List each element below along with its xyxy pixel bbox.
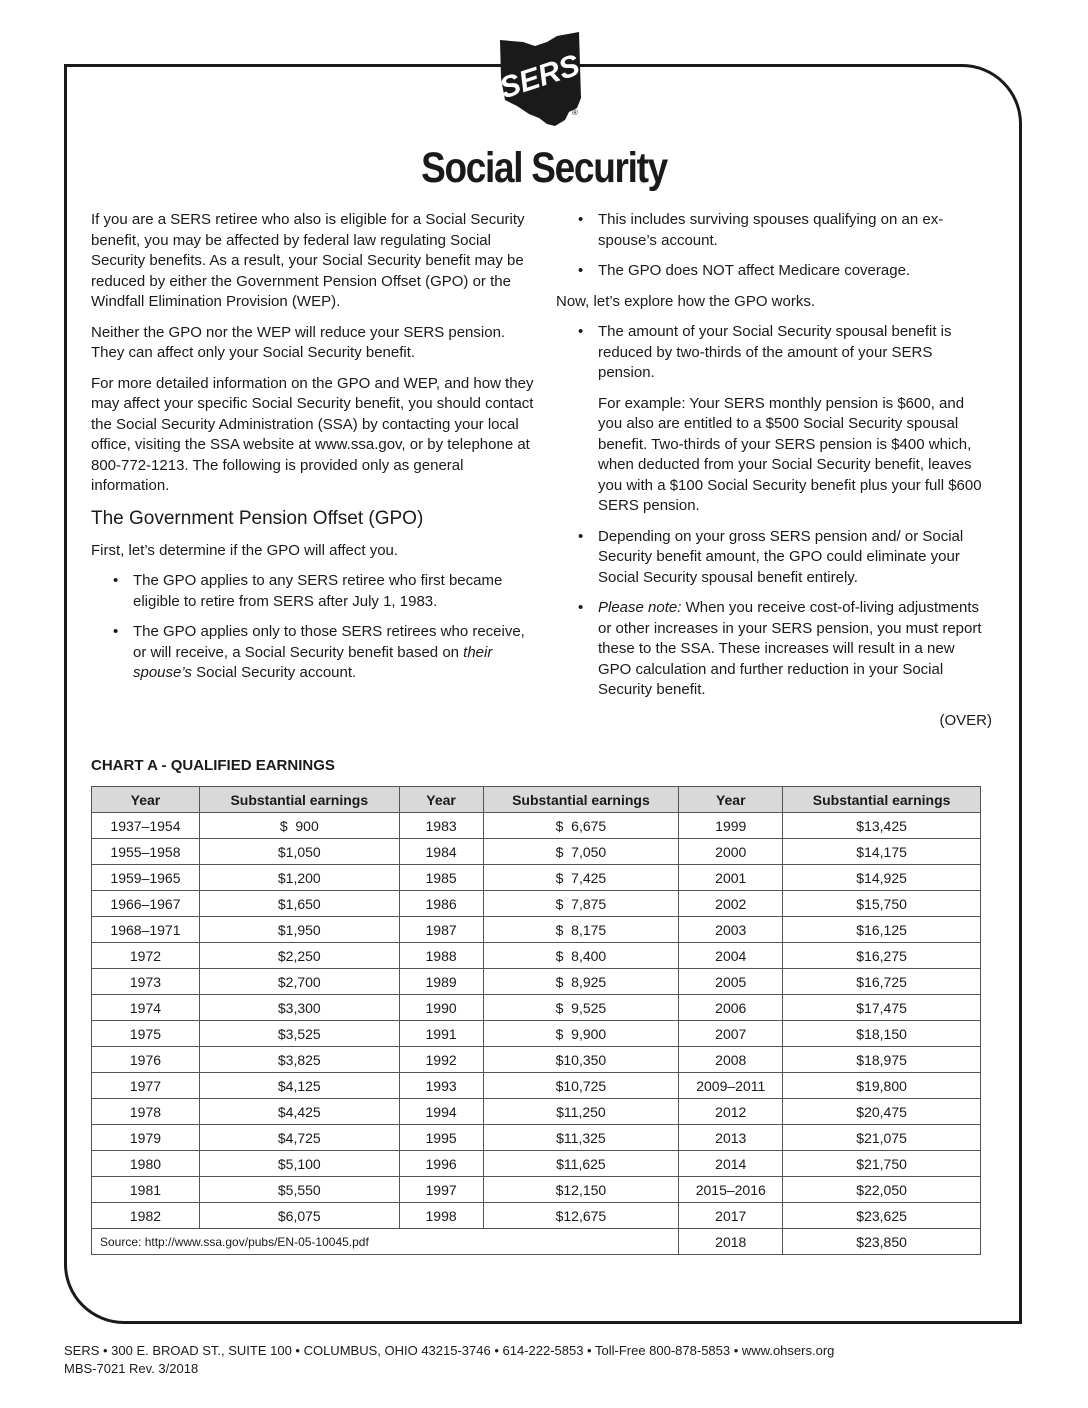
table-cell: 1986 — [399, 891, 483, 917]
table-cell: 2014 — [679, 1151, 783, 1177]
table-cell: $5,550 — [199, 1177, 399, 1203]
table-cell: $10,725 — [483, 1073, 679, 1099]
table-cell: 1959–1965 — [92, 865, 200, 891]
table-row — [92, 839, 981, 865]
table-cell: 1990 — [399, 995, 483, 1021]
table-cell: $22,050 — [783, 1177, 981, 1203]
table-cell: $2,700 — [199, 969, 399, 995]
table-cell: $3,300 — [199, 995, 399, 1021]
table-cell: $11,325 — [483, 1125, 679, 1151]
determine-paragraph: First, let’s determine if the GPO will affect you. — [91, 541, 399, 559]
left-column — [91, 210, 537, 694]
table-cell: 2008 — [679, 1047, 783, 1073]
table-row — [92, 969, 981, 995]
table-cell: $15,750 — [783, 891, 981, 917]
table-row — [92, 891, 981, 917]
table-cell: 1996 — [399, 1151, 483, 1177]
table-row — [92, 1073, 981, 1099]
table-cell: 1987 — [399, 917, 483, 943]
table-cell: $2,250 — [199, 943, 399, 969]
table-cell: 2001 — [679, 865, 783, 891]
table-cell: $10,350 — [483, 1047, 679, 1073]
table-cell: 2013 — [679, 1125, 783, 1151]
table-cell: $ 8,925 — [483, 969, 679, 995]
table-cell: 2017 — [679, 1203, 783, 1229]
more-info-paragraph: For more detailed information on the GPO and WEP, and how they may affect your specific Social Security benefit, you should contact the Social Security Administration (SSA) by contacting your local office, visiting the SSA website at www.ssa.gov, or by telephone at 800-772-1213. The following is provided only as general information. — [91, 374, 534, 494]
column-header: Substantial earnings — [483, 787, 679, 813]
list-item: • The GPO applies to any SERS retiree who first became eligible to retire from SERS after July 1, 1983. — [91, 571, 537, 612]
table-cell: $18,150 — [783, 1021, 981, 1047]
table-cell: 2018 — [679, 1229, 783, 1255]
chart-title: CHART A - QUALIFIED EARNINGS — [91, 757, 335, 774]
table-row — [92, 865, 981, 891]
table-cell: 1975 — [92, 1021, 200, 1047]
table-cell: 1968–1971 — [92, 917, 200, 943]
table-cell: 1972 — [92, 943, 200, 969]
list-item: • The GPO does NOT affect Medicare coverage. — [556, 261, 992, 282]
footer-address: SERS • 300 E. BROAD ST., SUITE 100 • COLUMBUS, OHIO 43215-3746 • 614-222-5853 • Toll-Free 800-878-5853 • www.ohsers.org — [64, 1343, 835, 1358]
column-header: Substantial earnings — [199, 787, 399, 813]
table-cell: $3,825 — [199, 1047, 399, 1073]
gpo-wep-paragraph: Neither the GPO nor the WEP will reduce your SERS pension. They can affect only your Social Security benefit. — [91, 323, 506, 361]
list-item: • Please note: When you receive cost-of-living adjustments or other increases in your SERS pension, you must report these to the SSA. These increases will result in a new GPO calculation and further reduction in your Social Security benefit. — [556, 598, 992, 701]
table-cell: $14,175 — [783, 839, 981, 865]
gpo-heading: The Government Pension Offset (GPO) — [91, 507, 424, 529]
table-cell: $14,925 — [783, 865, 981, 891]
list-item: • The amount of your Social Security spousal benefit is reduced by two-thirds of the amount of your SERS pension. — [556, 322, 992, 384]
table-cell: $12,675 — [483, 1203, 679, 1229]
table-cell: $ 7,425 — [483, 865, 679, 891]
table-cell: $ 900 — [199, 813, 399, 839]
table-cell: $16,125 — [783, 917, 981, 943]
table-body — [92, 813, 981, 1229]
source-note: Source: http://www.ssa.gov/pubs/EN-05-10045.pdf — [92, 1229, 679, 1255]
list-item: • The GPO applies only to those SERS retirees who receive, or will receive, a Social Security benefit based on their spouse’s Social Security account. — [91, 622, 537, 684]
table-cell: 1978 — [92, 1099, 200, 1125]
table-cell: 1977 — [92, 1073, 200, 1099]
table-cell: $12,150 — [483, 1177, 679, 1203]
table-cell: 2012 — [679, 1099, 783, 1125]
table-row — [92, 995, 981, 1021]
table-cell: 1980 — [92, 1151, 200, 1177]
table-cell: 1997 — [399, 1177, 483, 1203]
table-cell: $19,800 — [783, 1073, 981, 1099]
table-cell: $1,950 — [199, 917, 399, 943]
table-cell: 1998 — [399, 1203, 483, 1229]
table-row — [92, 1021, 981, 1047]
table-cell: 2002 — [679, 891, 783, 917]
table-cell: $17,475 — [783, 995, 981, 1021]
gpo-works-list — [556, 322, 992, 384]
table-row — [92, 1177, 981, 1203]
gpo-works-list-continued — [556, 527, 992, 701]
qualified-earnings-table — [91, 786, 981, 1255]
table-cell: 2009–2011 — [679, 1073, 783, 1099]
table-cell: 2004 — [679, 943, 783, 969]
table-cell: $5,100 — [199, 1151, 399, 1177]
table-cell: $11,250 — [483, 1099, 679, 1125]
table-cell: $6,075 — [199, 1203, 399, 1229]
table-cell: $21,075 — [783, 1125, 981, 1151]
table-cell: 1989 — [399, 969, 483, 995]
table-cell: $16,725 — [783, 969, 981, 995]
table-cell: 1979 — [92, 1125, 200, 1151]
table-cell: 1985 — [399, 865, 483, 891]
table-cell: 1973 — [92, 969, 200, 995]
table-row — [92, 1229, 981, 1255]
table-cell: $23,850 — [783, 1229, 981, 1255]
table-cell: 1995 — [399, 1125, 483, 1151]
table-cell: $18,975 — [783, 1047, 981, 1073]
table-cell: $1,650 — [199, 891, 399, 917]
over-label: (OVER) — [939, 711, 992, 729]
intro-paragraph: If you are a SERS retiree who also is eligible for a Social Security benefit, you may be affected by federal law regulating Social Security benefits. As a result, your Social Security benefit may be reduced by either the Government Pension Offset (GPO) or the Windfall Elimination Provision (WEP). — [91, 211, 525, 310]
right-column — [556, 210, 992, 741]
table-cell: 1955–1958 — [92, 839, 200, 865]
table-cell: 1999 — [679, 813, 783, 839]
table-cell: $3,525 — [199, 1021, 399, 1047]
table-cell: $16,275 — [783, 943, 981, 969]
table-cell: 2003 — [679, 917, 783, 943]
table-cell: 1992 — [399, 1047, 483, 1073]
table-cell: 1991 — [399, 1021, 483, 1047]
table-cell: 1981 — [92, 1177, 200, 1203]
table-cell: $ 7,050 — [483, 839, 679, 865]
column-header: Substantial earnings — [783, 787, 981, 813]
table-cell: $20,475 — [783, 1099, 981, 1125]
table-cell: $1,200 — [199, 865, 399, 891]
table-cell: $11,625 — [483, 1151, 679, 1177]
footer — [64, 1342, 1034, 1378]
spouse-list — [556, 210, 992, 282]
table-cell: $ 7,875 — [483, 891, 679, 917]
table-cell: 2007 — [679, 1021, 783, 1047]
table-cell: $4,125 — [199, 1073, 399, 1099]
table-cell: 1976 — [92, 1047, 200, 1073]
column-header: Year — [679, 787, 783, 813]
table-cell: $13,425 — [783, 813, 981, 839]
table-cell: $4,425 — [199, 1099, 399, 1125]
table-cell: 2005 — [679, 969, 783, 995]
table-cell: 1937–1954 — [92, 813, 200, 839]
list-item: • This includes surviving spouses qualifying on an ex-spouse’s account. — [556, 210, 992, 251]
column-header: Year — [399, 787, 483, 813]
example-paragraph: For example: Your SERS monthly pension is $600, and you also are entitled to a $500 Social Security spousal benefit. Two-thirds of your SERS pension is $400 which, when deducted from your Social Security benefit, leaves you with a $100 Social Security benefit plus your full $600 SERS pension. — [598, 394, 982, 514]
table-cell: 2000 — [679, 839, 783, 865]
table-header-row — [92, 787, 981, 813]
table-row — [92, 917, 981, 943]
table-cell: $ 9,525 — [483, 995, 679, 1021]
table-cell: $ 8,175 — [483, 917, 679, 943]
table-cell: 1994 — [399, 1099, 483, 1125]
registered-mark: ® — [572, 108, 578, 117]
list-item: • Depending on your gross SERS pension and/ or Social Security benefit amount, the GPO could eliminate your Social Security spousal benefit entirely. — [556, 527, 992, 589]
table-row — [92, 1047, 981, 1073]
table-cell: $ 6,675 — [483, 813, 679, 839]
explore-paragraph: Now, let’s explore how the GPO works. — [556, 292, 815, 310]
table-row — [92, 943, 981, 969]
table-cell: 2015–2016 — [679, 1177, 783, 1203]
table-cell: 2006 — [679, 995, 783, 1021]
table-cell: $ 9,900 — [483, 1021, 679, 1047]
table-row — [92, 1203, 981, 1229]
table-cell: 1993 — [399, 1073, 483, 1099]
table-cell: 1966–1967 — [92, 891, 200, 917]
page-title: Social Security — [421, 144, 667, 192]
gpo-applies-list — [91, 571, 537, 684]
footer-form-number: MBS-7021 Rev. 3/2018 — [64, 1361, 199, 1376]
table-cell: $ 8,400 — [483, 943, 679, 969]
table-cell: $4,725 — [199, 1125, 399, 1151]
table-cell: 1984 — [399, 839, 483, 865]
table-cell: $1,050 — [199, 839, 399, 865]
table-cell: 1982 — [92, 1203, 200, 1229]
table-row — [92, 1099, 981, 1125]
table-cell: 1988 — [399, 943, 483, 969]
table-cell: 1974 — [92, 995, 200, 1021]
table-cell: 1983 — [399, 813, 483, 839]
table-row — [92, 1151, 981, 1177]
table-cell: $23,625 — [783, 1203, 981, 1229]
svg-text:SERS: SERS — [495, 48, 584, 106]
table-cell: $21,750 — [783, 1151, 981, 1177]
table-row — [92, 1125, 981, 1151]
table-row — [92, 813, 981, 839]
column-header: Year — [92, 787, 200, 813]
